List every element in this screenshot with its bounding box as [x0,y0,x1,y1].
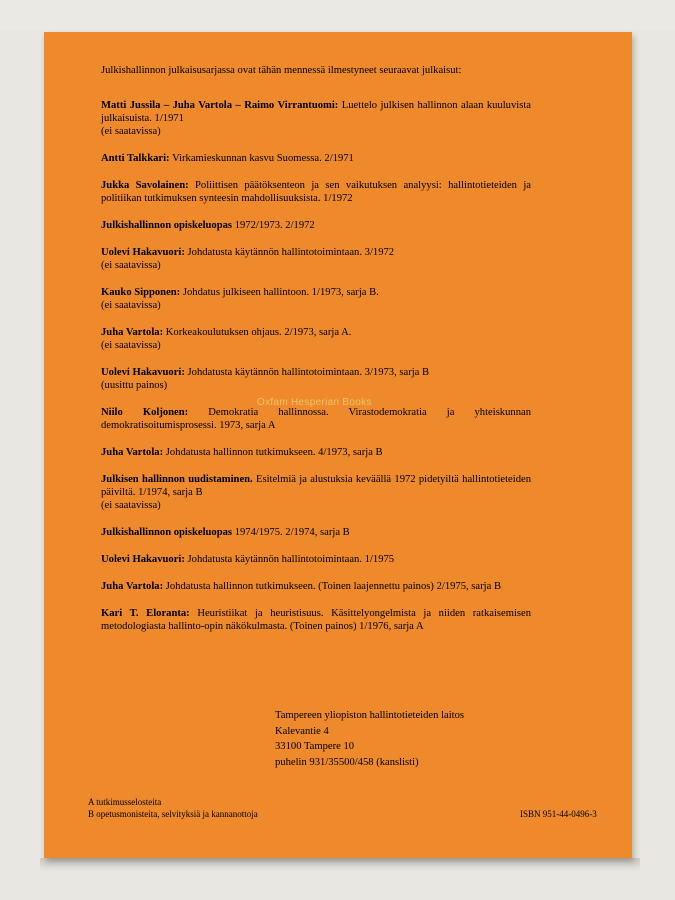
publication-entry [101,526,531,539]
entry-note: (ei saatavissa) [101,300,161,311]
isbn: ISBN 951-44-0496-3 [520,809,597,819]
entry-title: 1974/1975. 2/1974, sarja B [234,527,350,538]
entry-author: Uolevi Hakavuori: [101,247,185,258]
entry-title: Luettelo julkisen hallinnon alaan kuuluvista julkaisuista. 1/1971 [101,100,531,124]
entry-title: 1972/1973. 2/1972 [234,220,315,231]
publication-entry [101,446,531,459]
book-shadow [40,858,640,872]
publication-entry [101,366,531,392]
entry-title: Johdatusta hallinnon tutkimukseen. (Toinen laajennettu painos) 2/1975, sarja B [165,581,502,592]
legend-series-b: B opetusmonisteita, selvityksiä ja kannanottoja [88,809,258,819]
entry-author: Kauko Sipponen: [101,287,181,298]
publication-entry [101,179,531,205]
publication-entry [101,152,531,165]
address-line-phone: puhelin 931/35500/458 (kanslisti) [275,756,419,768]
entry-title: Virkamieskunnan kasvu Suomessa. 2/1971 [172,153,354,164]
entry-note: (ei saatavissa) [101,500,161,511]
entry-author: Niilo Koljonen: [101,407,189,418]
publication-entry [101,473,531,512]
publication-entry [101,607,531,633]
publication-entry [101,219,531,232]
entry-title: Demokratia hallinnossa. Virastodemokratia ja yhteiskunnan demokratisoitumisprosessi. 1973, sarja A [101,407,531,431]
entry-title: Johdatusta hallinnon tutkimukseen. 4/1973, sarja B [165,447,383,458]
entry-note: (ei saatavissa) [101,260,161,271]
entry-title: Poliittisen päätöksenteon ja sen vaikutuksen analyysi: hallintotieteiden ja politiikan tutkimuksen synteesin mahdollisuuksista. 1/1972 [101,180,531,204]
entry-author: Jukka Savolainen: [101,180,189,191]
publication-entry [101,580,531,593]
address-line-street: Kalevantie 4 [275,725,329,737]
entry-title: Heuristiikat ja heuristisuus. Käsittelyongelmista ja niiden ratkaisemisen metodologiasta hallinto-opin näkökulmasta. (Toinen painos) 1/1976, sarja A [101,608,532,632]
entry-note: (ei saatavissa) [101,340,161,351]
legend-series-a: A tutkimusselosteita [88,797,162,807]
intro-text: Julkishallinnon julkaisusarjassa ovat tähän mennessä ilmestyneet seuraavat julkaisut: [101,65,462,76]
entry-author: Juha Vartola: [101,447,164,458]
entry-title: Esitelmiä ja alustuksia keväällä 1972 pidetyiltä hallintotieteiden päiviltä. 1/1974, sarja B [101,474,531,498]
publication-list [101,64,531,647]
publication-entry [101,326,531,352]
publication-entry [101,99,531,138]
address-line-city: 33100 Tampere 10 [275,741,355,752]
entry-author: Antti Talkkari: [101,153,170,164]
entry-author: Uolevi Hakavuori: [101,554,185,565]
entry-title: Johdatusta käytännön hallintotoimintaan. 3/1972 [187,247,395,258]
publisher-address [275,708,535,770]
shop-sticker: Oxfam Hesperian Books [257,397,372,408]
entry-author: Juha Vartola: [101,581,164,592]
entry-author: Julkishallinnon opiskeluopas [101,220,233,231]
publication-entry [101,553,531,566]
entry-note: (ei saatavissa) [101,126,161,137]
backdrop [0,0,675,30]
entry-author: Uolevi Hakavuori: [101,367,185,378]
entry-note: (uusittu painos) [101,380,168,391]
entries-list [101,99,531,633]
publication-entry [101,246,531,272]
entry-title: Johdatus julkiseen hallintoon. 1/1973, sarja B. [182,287,379,298]
address-line-institution: Tampereen yliopiston hallintotieteiden laitos [275,710,465,721]
entry-author: Julkishallinnon opiskeluopas [101,527,233,538]
series-legend [88,796,348,820]
entry-title: Korkeakoulutuksen ohjaus. 2/1973, sarja A. [165,327,352,338]
entry-title: Johdatusta käytännön hallintotoimintaan. 1/1975 [187,554,395,565]
entry-author: Julkisen hallinnon uudistaminen. [101,474,253,485]
publication-entry [101,406,531,432]
entry-author: Juha Vartola: [101,327,164,338]
publication-entry [101,286,531,312]
entry-author: Matti Jussila – Juha Vartola – Raimo Virrantuomi: [101,100,339,111]
entry-author: Kari T. Eloranta: [101,608,190,619]
entry-title: Johdatusta käytännön hallintotoimintaan. 3/1973, sarja B [187,367,430,378]
